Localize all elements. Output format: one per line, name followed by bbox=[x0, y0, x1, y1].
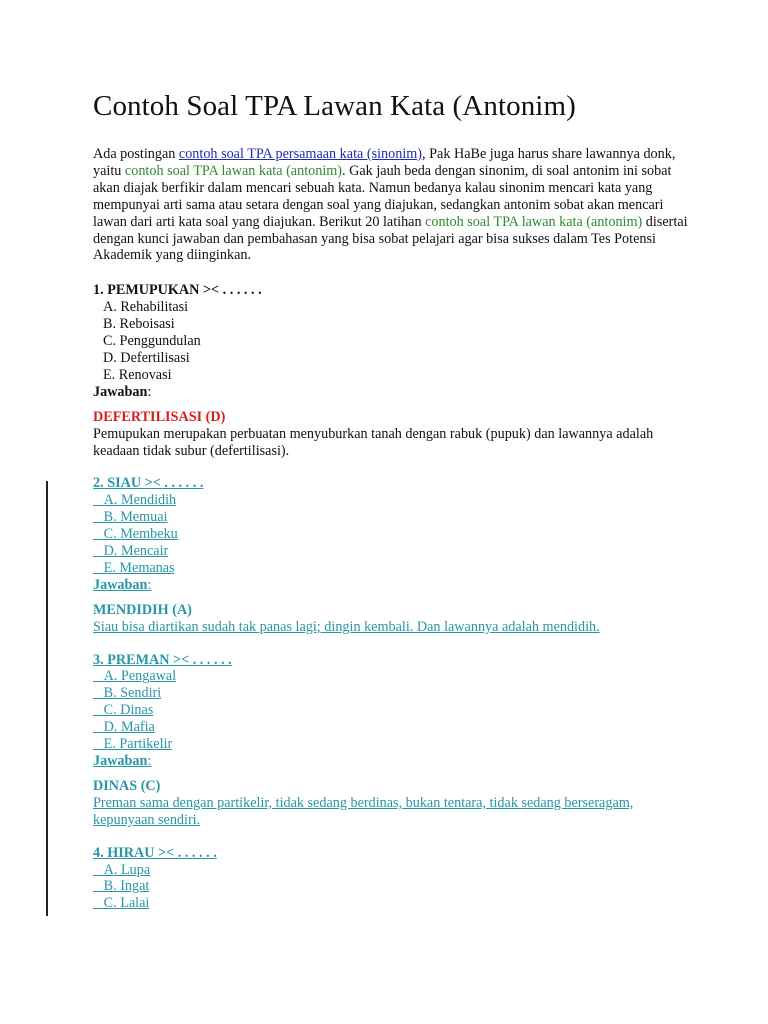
intro-text-1: Ada postingan bbox=[93, 146, 179, 162]
explanation[interactable]: Siau bisa diartikan sudah tak panas lagi; dingin kembali. Dan lawannya adalah mendidih. bbox=[93, 618, 600, 635]
intro-paragraph bbox=[93, 146, 693, 264]
link-antonim-1[interactable]: contoh soal TPA lawan kata (antonim) bbox=[124, 162, 343, 179]
question-title[interactable]: 4. HIRAU >< . . . . . . bbox=[93, 844, 217, 861]
option-c[interactable]: C. Dinas bbox=[103, 702, 154, 719]
question-title[interactable]: 2. SIAU >< . . . . . . bbox=[93, 475, 204, 492]
option-c[interactable]: C. Lalai bbox=[103, 895, 150, 912]
option-e[interactable]: E. Memanas bbox=[103, 559, 175, 576]
option-a: A. Rehabilitasi bbox=[103, 299, 189, 316]
option-d: D. Defertilisasi bbox=[103, 349, 190, 366]
jawaban-colon: : bbox=[147, 383, 152, 400]
jawaban-line[interactable] bbox=[93, 753, 151, 769]
intro-text-4: disertai dengan kunci jawaban dan pembahasan yang bisa sobat pelajari agar bisa sukses dalam Tes Potensi Akademik yang diinginkan. bbox=[93, 213, 688, 264]
intro-text-2: , Pak HaBe juga harus share lawannya donk, yaitu bbox=[93, 146, 676, 179]
page-title: Contoh Soal TPA Lawan Kata (Antonim) bbox=[93, 90, 576, 122]
question-2 bbox=[93, 475, 693, 635]
question-4 bbox=[93, 845, 693, 913]
jawaban-colon: : bbox=[147, 576, 152, 593]
question-1 bbox=[93, 282, 693, 459]
option-a[interactable]: A. Mendidih bbox=[103, 492, 177, 509]
jawaban-colon: : bbox=[147, 753, 152, 769]
option-e[interactable]: E. Partikelir bbox=[103, 736, 173, 753]
option-e: E. Renovasi bbox=[103, 366, 172, 383]
explanation: Pemupukan merupakan perbuatan menyuburkan tanah dengan rabuk (pupuk) dan lawannya adalah keadaan tidak subur (defertilisasi). bbox=[93, 425, 654, 459]
option-a[interactable]: A. Lupa bbox=[103, 861, 151, 878]
option-c[interactable]: C. Membeku bbox=[103, 526, 178, 543]
document-page bbox=[93, 88, 693, 912]
jawaban-label: Jawaban bbox=[93, 383, 148, 400]
jawaban-label: Jawaban bbox=[93, 753, 148, 769]
jawaban-line[interactable] bbox=[93, 577, 151, 593]
option-d[interactable]: D. Mencair bbox=[103, 543, 169, 560]
option-a[interactable]: A. Pengawal bbox=[103, 668, 177, 685]
link-sinonim[interactable]: contoh soal TPA persamaan kata (sinonim) bbox=[178, 146, 423, 162]
question-title: 1. PEMUPUKAN >< . . . . . . bbox=[93, 282, 262, 299]
option-b[interactable]: B. Sendiri bbox=[103, 685, 162, 702]
margin-change-bar bbox=[46, 481, 48, 916]
option-c: C. Penggundulan bbox=[103, 333, 201, 350]
intro-text-3: . Gak jauh beda dengan sinonim, di soal antonim ini sobat akan diajak berfikir dalam mencari sebuah kata. Namun bedanya kalau sinonim mencari kata yang mempunyai arti sama atau setara dengan soal yang diajukan, sedangkan antonim sobat akan mencari lawan dari arti kata soal yang diajukan. Berikut 20 latihan bbox=[93, 162, 672, 230]
link-antonim-2[interactable]: contoh soal TPA lawan kata (antonim) bbox=[425, 213, 643, 230]
jawaban-line bbox=[93, 384, 693, 401]
question-title[interactable]: 3. PREMAN >< . . . . . . bbox=[93, 651, 232, 668]
answer-key: MENDIDIH (A) bbox=[93, 601, 192, 618]
option-b: B. Reboisasi bbox=[103, 316, 175, 333]
jawaban-label: Jawaban bbox=[93, 576, 148, 593]
question-3 bbox=[93, 652, 693, 829]
option-d[interactable]: D. Mafia bbox=[103, 719, 155, 736]
option-b[interactable]: B. Memuai bbox=[103, 509, 168, 526]
answer-key: DEFERTILISASI (D) bbox=[93, 408, 226, 425]
answer-key: DINAS (C) bbox=[93, 777, 161, 794]
option-b[interactable]: B. Ingat bbox=[103, 878, 150, 895]
explanation[interactable]: Preman sama dengan partikelir, tidak sedang berdinas, bukan tentara, tidak sedang berseragam, kepunyaan sendiri. bbox=[93, 794, 634, 828]
